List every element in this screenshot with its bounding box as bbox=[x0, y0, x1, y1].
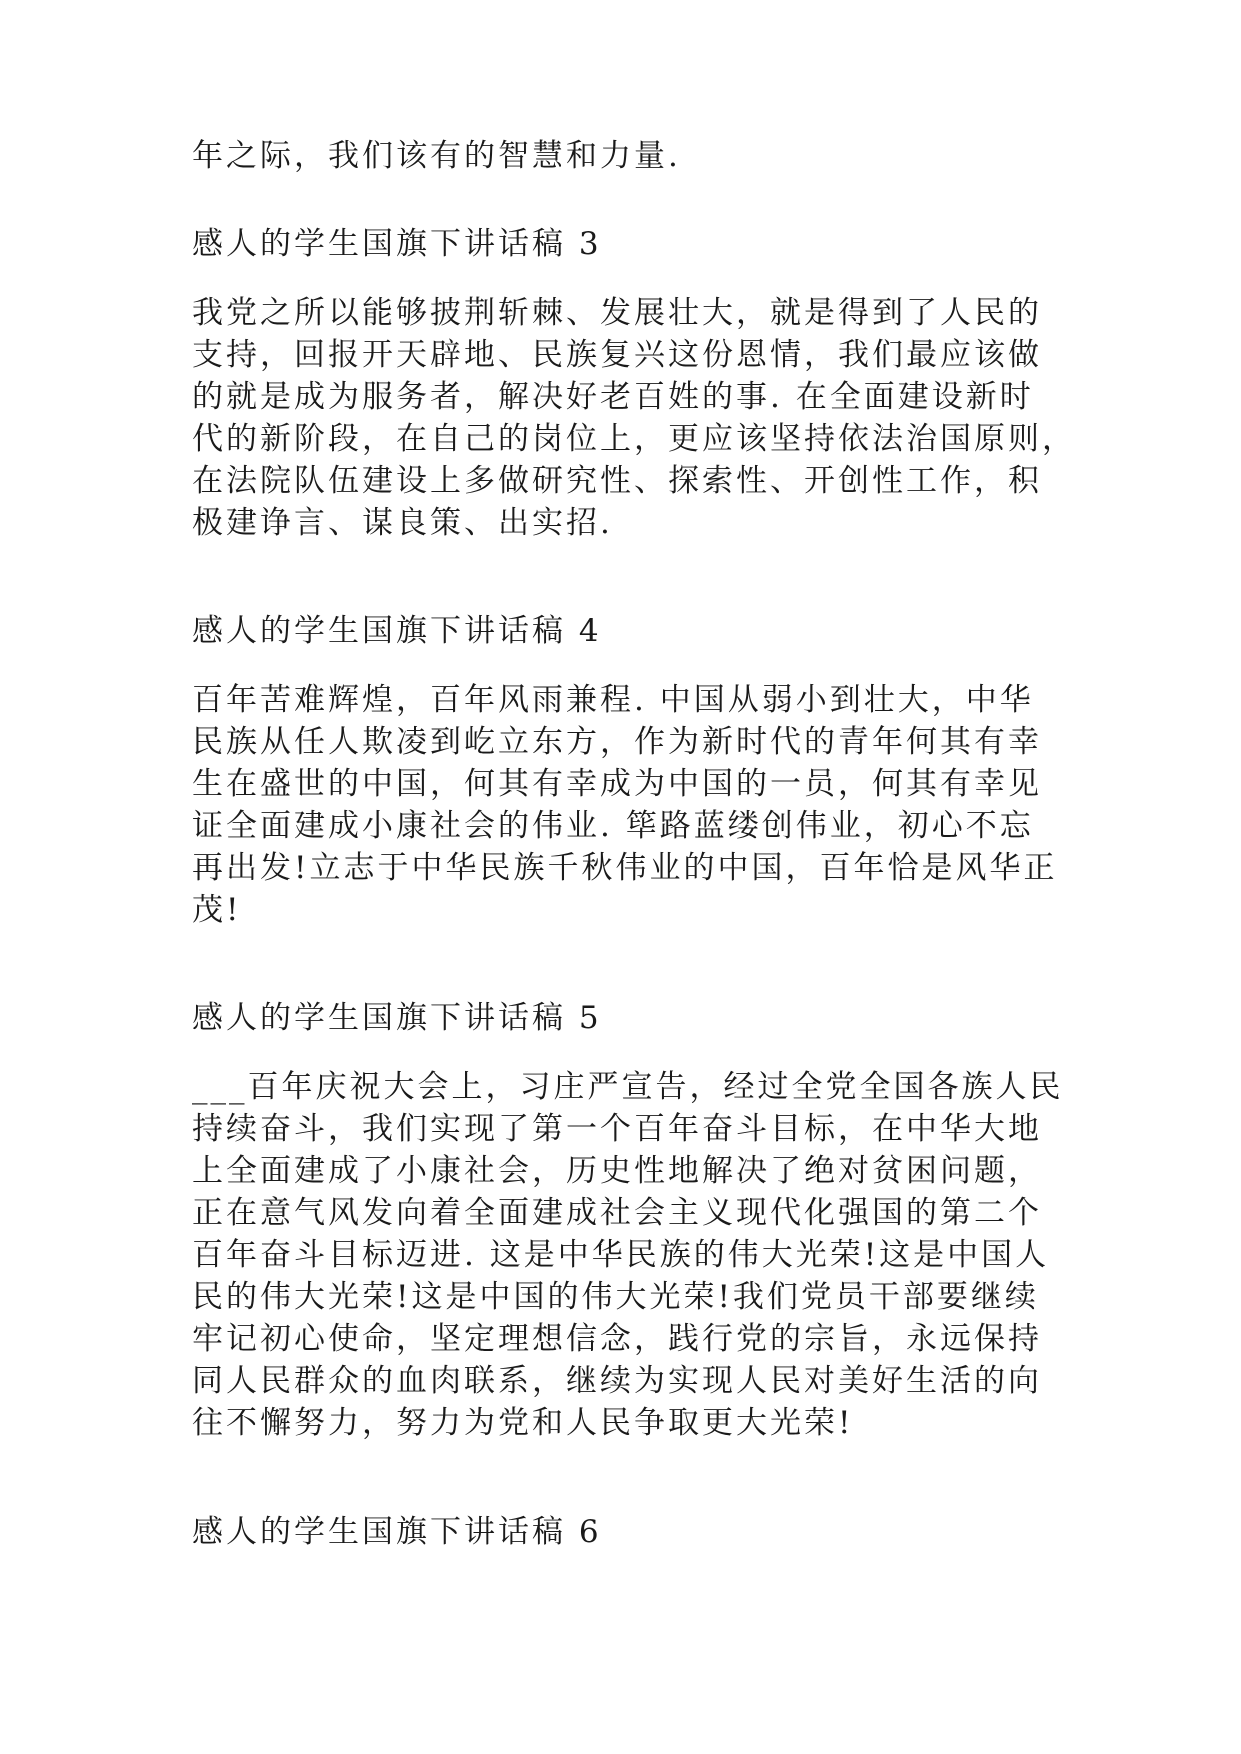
paragraph-line: 上全面建成了小康社会，历史性地解决了绝对贫困问题， bbox=[192, 1153, 1042, 1189]
paragraph-line: 年之际，我们该有的智慧和力量. bbox=[192, 138, 681, 174]
paragraph-line: 茂! bbox=[192, 892, 242, 928]
paragraph-line: 生在盛世的中国，何其有幸成为中国的一员，何其有幸见 bbox=[192, 766, 1042, 802]
paragraph-line: 持续奋斗，我们实现了第一个百年奋斗目标，在中华大地 bbox=[192, 1111, 1042, 1147]
section-paragraph-5 bbox=[192, 1066, 1064, 1444]
paragraph-line: 我党之所以能够披荆斩棘、发展壮大，就是得到了人民的 bbox=[192, 295, 1042, 331]
paragraph-line: 百年苦难辉煌，百年风雨兼程. 中国从弱小到壮大，中华 bbox=[192, 682, 1034, 718]
paragraph-line: 极建诤言、谋良策、出实招. bbox=[192, 505, 613, 541]
paragraph-line: 正在意气风发向着全面建成社会主义现代化强国的第二个 bbox=[192, 1195, 1042, 1231]
section-heading-3: 感人的学生国旗下讲话稿 3 bbox=[192, 226, 602, 262]
paragraph-line: 在法院队伍建设上多做研究性、探索性、开创性工作，积 bbox=[192, 463, 1042, 499]
paragraph-line: 民族从任人欺凌到屹立东方，作为新时代的青年何其有幸 bbox=[192, 724, 1042, 760]
section-heading-6: 感人的学生国旗下讲话稿 6 bbox=[192, 1514, 602, 1550]
paragraph-line: 证全面建成小康社会的伟业. 筚路蓝缕创伟业，初心不忘 bbox=[192, 808, 1034, 844]
section-heading-5: 感人的学生国旗下讲话稿 5 bbox=[192, 1000, 602, 1036]
section-paragraph-4 bbox=[192, 679, 1058, 931]
section-heading-4: 感人的学生国旗下讲话稿 4 bbox=[192, 613, 602, 649]
paragraph-line: 牢记初心使命，坚定理想信念，践行党的宗旨，永远保持 bbox=[192, 1321, 1042, 1357]
section-paragraph-3 bbox=[192, 292, 1076, 544]
intro-paragraph bbox=[192, 135, 1052, 177]
paragraph-line: 再出发!立志于中华民族千秋伟业的中国，百年恰是风华正 bbox=[192, 850, 1058, 886]
paragraph-line: 百年奋斗目标迈进. 这是中华民族的伟大光荣!这是中国人 bbox=[192, 1237, 1050, 1273]
paragraph-line: 代的新阶段，在自己的岗位上，更应该坚持依法治国原则， bbox=[192, 421, 1076, 457]
paragraph-line: 同人民群众的血肉联系，继续为实现人民对美好生活的向 bbox=[192, 1363, 1042, 1399]
paragraph-line: ___百年庆祝大会上，习庄严宣告，经过全党全国各族人民 bbox=[192, 1069, 1064, 1105]
paragraph-line: 支持，回报开天辟地、民族复兴这份恩情，我们最应该做 bbox=[192, 337, 1042, 373]
paragraph-line: 民的伟大光荣!这是中国的伟大光荣!我们党员干部要继续 bbox=[192, 1279, 1039, 1315]
paragraph-line: 的就是成为服务者，解决好老百姓的事. 在全面建设新时 bbox=[192, 379, 1034, 415]
paragraph-line: 往不懈努力，努力为党和人民争取更大光荣! bbox=[192, 1405, 854, 1441]
